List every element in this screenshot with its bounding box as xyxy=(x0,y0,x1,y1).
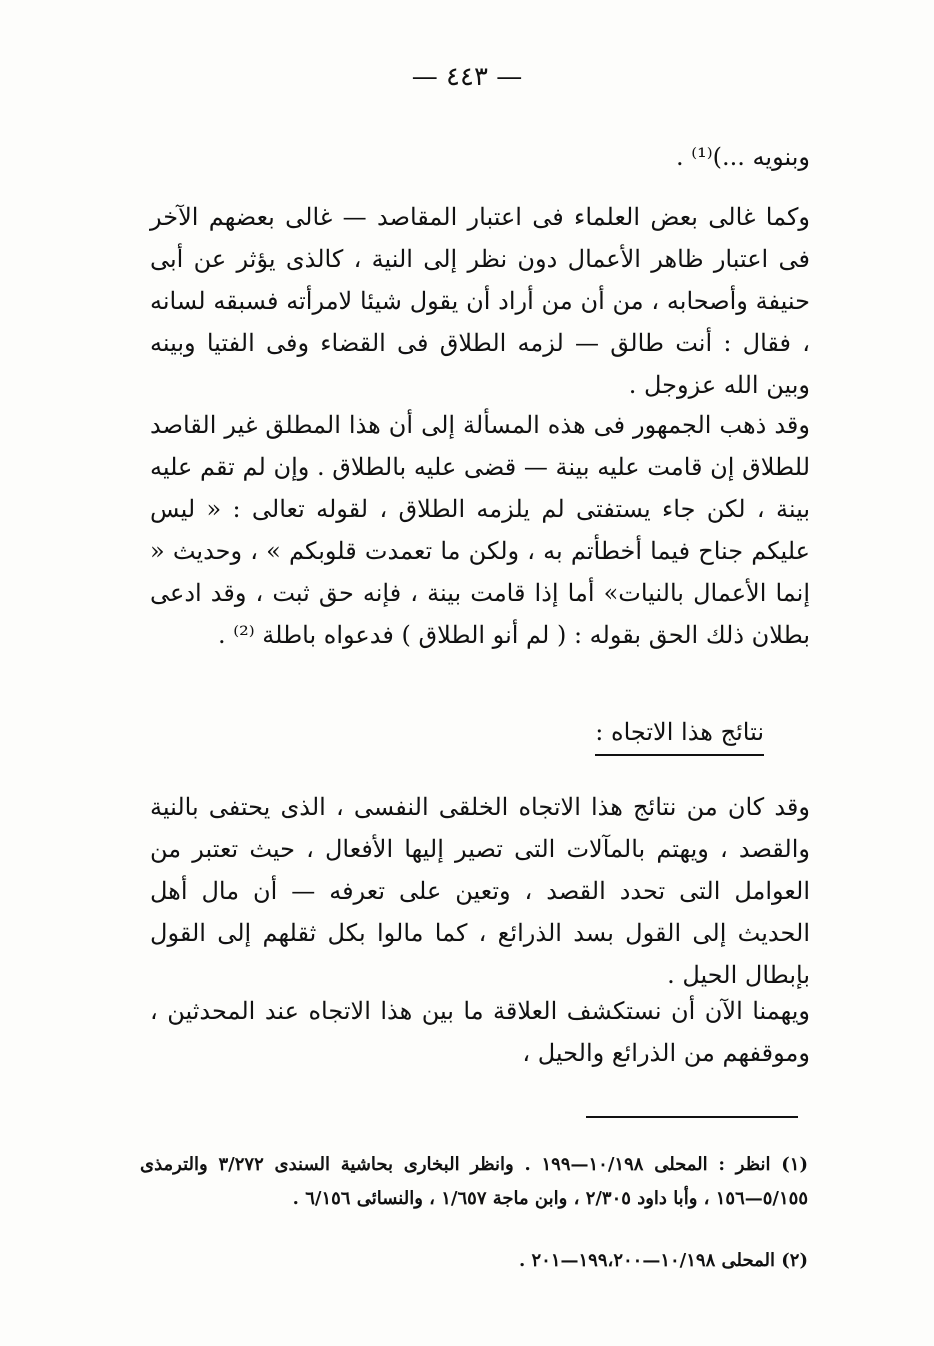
paragraph-majority-view: وقد ذهب الجمهور فى هذه المسألة إلى أن هذا المطلق غير القاصد للطلاق إن قامت عليه بينة — قضى عليه بالطلاق . وإن لم تقم عليه بينة ، لكن جاء يستفتى لم يلزمه الطلاق ، لقوله تعالى : « ليس عليكم جناح فيما أخطأتم به ، ولكن ما تعمدت قلوبكم » ، وحديث « إنما الأعمال بالنيات» أما إذا قامت بينة ، فإنه حق ثبت ، وقد ادعى بطلان ذلك الحق بقوله : ( لم أنو الطلاق ) فدعواه باطلة ⁽²⁾ . xyxy=(150,411,811,649)
paragraph-abu-hanifa: وكما غالى بعض العلماء فى اعتبار المقاصد — غالى بعضهم الآخر فى اعتبار ظاهر الأعمال دون نظر إلى النية ، كالذى يؤثر عن أبى حنيفة وأصحابه ، من أن من أراد أن يقول شيئا لامرأته فسبقه لسانه ، فقال : أنت طالق — لزمه الطلاق فى القضاء وفى الفتيا وبينه وبين الله عزوجل . xyxy=(150,203,810,399)
footnote-2: (٢) المحلى ١٠/١٩٨—١٩٩،٢٠٠—٢٠١ . xyxy=(518,1250,808,1271)
paragraph-closing-quote: وبنويه ...)⁽¹⁾ . xyxy=(675,143,810,171)
paragraph-results: وقد كان من نتائج هذا الاتجاه الخلقى النفسى ، الذى يحتفى بالنية والقصد ، ويهتم بالمآلات التى تصير إليها الأفعال ، حيث تعتبر من العوامل التى تحدد القصد ، وتعين على تعرفه — أن مال أهل الحديث إلى القول بسد الذرائع ، كما مالوا بكل ثقلهم إلى القول بإبطال الحيل . xyxy=(150,793,811,989)
footnote-divider xyxy=(586,1116,798,1118)
section-heading: نتائج هذا الاتجاه : xyxy=(595,714,764,756)
footnote-1: (١) انظر : المحلى ١٠/١٩٨—١٩٩ . وانظر البخارى بحاشية السندى ٣/٢٧٢ والترمذى ٥/١٥٥—١٥٦ ، وأبا داود ٢/٣٠٥ ، وابن ماجة ١/٦٥٧ ، والنسائى ٦/١٥٦ . xyxy=(140,1154,808,1209)
page-number: — ٤٤٣ — xyxy=(411,62,523,92)
paragraph-relationship: ويهمنا الآن أن نستكشف العلاقة ما بين هذا الاتجاه عند المحدثين ، وموقفهم من الذرائع والحيل ، xyxy=(150,997,810,1067)
